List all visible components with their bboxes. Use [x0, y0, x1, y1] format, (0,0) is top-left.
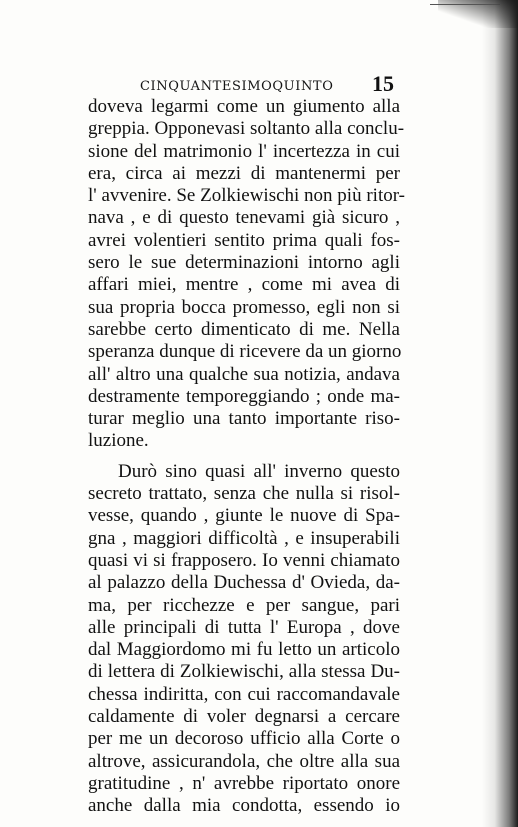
text-line: speranza dunque di ricevere da un giorno — [88, 341, 402, 363]
paragraph-gap — [88, 453, 400, 461]
page-gutter-shadow — [482, 0, 518, 827]
text-line: greppia. Opponevasi soltanto alla conclu- — [88, 118, 405, 140]
page-number: 15 — [372, 71, 394, 96]
text-line: altrove, assicurandola, che oltre alla sua — [88, 750, 400, 772]
text-line: turar meglio una tanto importante riso- — [88, 408, 400, 430]
text-line: gna , maggiori difficoltà , e insuperabili — [88, 527, 400, 549]
text-line: di lettera di Zolkiewischi, alla stessa Du- — [88, 661, 400, 683]
text-line: sarebbe certo dimenticato di me. Nella — [88, 318, 400, 340]
text-line: luzione. — [88, 430, 149, 452]
text-line: doveva legarmi come un giumento alla — [88, 96, 400, 117]
text-line: caldamente di voler degnarsi a cercare — [88, 706, 400, 728]
text-line: ma, per ricchezze e per sangue, pari — [88, 594, 400, 616]
text-line: quasi vi si frapposero. Io venni chiamato — [88, 549, 400, 571]
text-line: sione del matrimonio l' incertezza in cui — [88, 140, 400, 162]
text-line: secreto trattato, senza che nulla si risol- — [88, 483, 400, 505]
text-line: destramente temporeggiando ; onde ma- — [88, 385, 400, 407]
text-line: nava , e di questo tenevami già sicuro , — [88, 207, 400, 229]
text-line: dal Maggiordomo mi fu letto un articolo — [88, 639, 400, 661]
text-line: sua propria bocca promesso, egli non si — [88, 296, 400, 318]
text-line: al palazzo della Duchessa d' Ovieda, da- — [88, 572, 400, 594]
text-line: alle principali di tutta l' Europa , dove — [88, 616, 400, 638]
text-line: per me un decoroso ufficio alla Corte o — [88, 728, 400, 750]
text-line: l' avvenire. Se Zolkiewischi non più ritor- — [88, 185, 405, 207]
text-line: sero le sue determinazioni intorno agli — [88, 252, 400, 274]
text-line: chessa indiritta, con cui raccomandavale — [88, 683, 400, 705]
body-text — [88, 96, 405, 818]
text-line: avrei volentieri sentito prima quali fos- — [88, 229, 400, 251]
text-line: anche dalla mia condotta, essendo io — [88, 795, 400, 817]
text-line: era, circa ai mezzi di mantenermi per — [88, 162, 400, 184]
running-head: CINQUANTESIMOQUINTO — [140, 79, 334, 94]
text-line: vesse, quando , giunte le nuove di Spa- — [88, 505, 400, 527]
text-line: gratitudine , n' avrebbe riportato onore — [88, 772, 400, 794]
text-line: Durò sino quasi all' inverno questo — [118, 460, 400, 482]
text-line: all' altro una qualche sua notizia, andava — [88, 363, 400, 385]
paragraph-1 — [88, 96, 405, 453]
text-line: affari miei, mentre , come mi avea di — [88, 274, 400, 296]
paragraph-2 — [88, 461, 400, 818]
